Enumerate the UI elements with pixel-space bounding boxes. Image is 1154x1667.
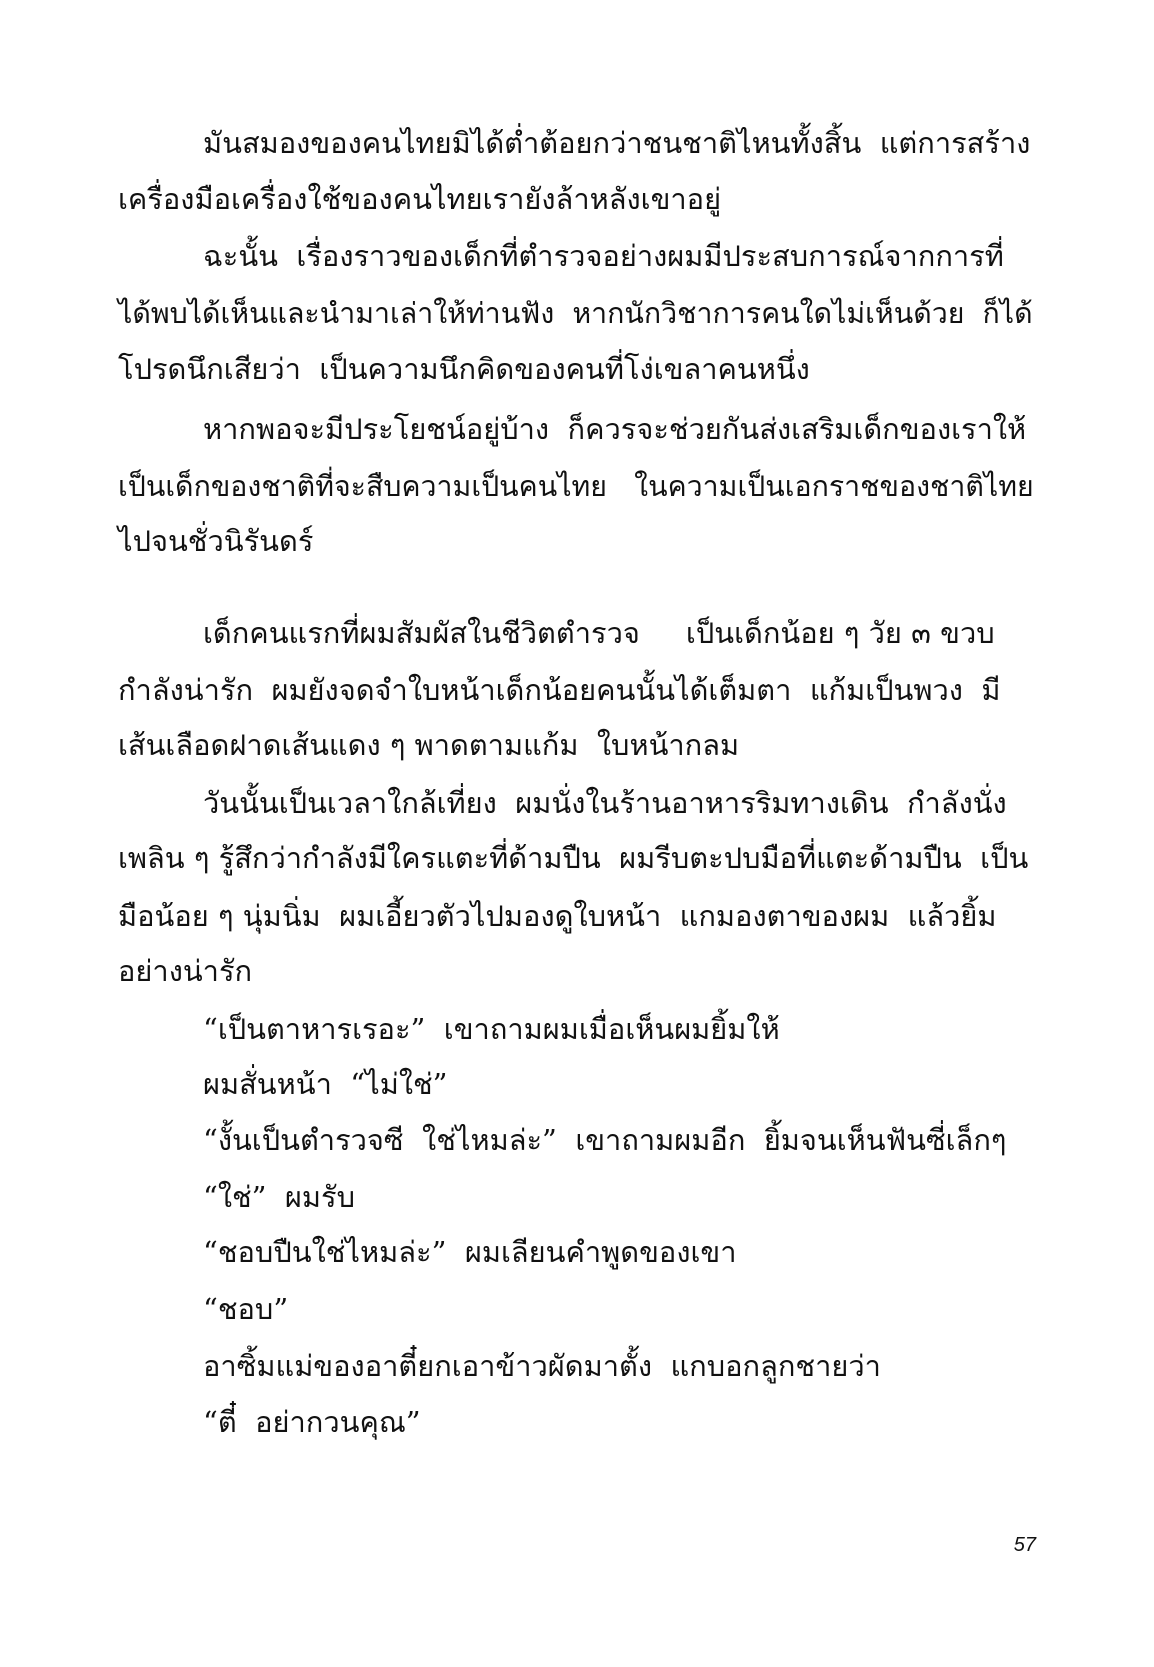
dialogue-line: “งั้นเป็นตำรวจซี ใช่ไหมล่ะ” เขาถามผมอีก ยิ้มจนเห็นฟันซี่เล็กๆ <box>203 1123 1007 1157</box>
text-line: วันนั้นเป็นเวลาใกล้เที่ยง ผมนั่งในร้านอาหารริมทางเดิน กำลังนั่ง <box>203 786 1007 820</box>
text-line: ฉะนั้น เรื่องราวของเด็กที่ตำรวจอย่างผมมีประสบการณ์จากการที่ <box>203 239 1004 273</box>
dialogue-line: ผมสั่นหน้า “ไม่ใช่” <box>203 1067 448 1101</box>
text-line: อย่างน่ารัก <box>118 954 253 988</box>
text-line: หากพอจะมีประโยชน์อยู่บ้าง ก็ควรจะช่วยกันส่งเสริมเด็กของเราให้ <box>203 412 1027 446</box>
text-line: เพลิน ๆ รู้สึกว่ากำลังมีใครแตะที่ด้ามปืน ผมรีบตะปบมือที่แตะด้ามปืน เป็น <box>118 841 1029 875</box>
text-line: อาซิ้มแม่ของอาตี๋ยกเอาข้าวผัดมาตั้ง แกบอกลูกชายว่า <box>203 1349 881 1383</box>
text-line: กำลังน่ารัก ผมยังจดจำใบหน้าเด็กน้อยคนนั้นได้เต็มตา แก้มเป็นพวง มี <box>118 673 1001 707</box>
dialogue-line: “ชอบ” <box>203 1292 289 1326</box>
text-line: ไปจนชั่วนิรันดร์ <box>118 524 314 558</box>
text-line: เครื่องมือเครื่องใช้ของคนไทยเรายังล้าหลังเขาอยู่ <box>118 182 722 216</box>
dialogue-line: “เป็นตาหารเรอะ” เขาถามผมเมื่อเห็นผมยิ้มให้ <box>203 1012 780 1046</box>
dialogue-line: “ตี๋ อย่ากวนคุณ” <box>203 1405 421 1439</box>
text-line: เป็นเด็กของชาติที่จะสืบความเป็นคนไทย ในความเป็นเอกราชของชาติไทย <box>118 470 1034 503</box>
dialogue-line: “ใช่” ผมรับ <box>203 1180 356 1214</box>
text-line: เด็กคนแรกที่ผมสัมผัสในชีวิตตำรวจ เป็นเด็กน้อย ๆ วัย ๓ ขวบ <box>203 616 995 650</box>
text-line: โปรดนึกเสียว่า เป็นความนึกคิดของคนที่โง่เขลาคนหนึ่ง <box>118 352 810 386</box>
text-line: ได้พบได้เห็นและนำมาเล่าให้ท่านฟัง หากนักวิชาการคนใดไม่เห็นด้วย ก็ได้ <box>118 297 1033 330</box>
text-line: มันสมองของคนไทยมิได้ต่ำต้อยกว่าชนชาติไหนทั้งสิ้น แต่การสร้าง <box>203 126 1031 160</box>
page-number: 57 <box>1013 1534 1036 1556</box>
text-line: มือน้อย ๆ นุ่มนิ่ม ผมเอี้ยวตัวไปมองดูใบหน้า แกมองตาของผม แล้วยิ้ม <box>118 899 997 933</box>
text-line: เส้นเลือดฝาดเส้นแดง ๆ พาดตามแก้ม ใบหน้ากลม <box>118 728 740 762</box>
dialogue-line: “ชอบปืนใช่ไหมล่ะ” ผมเลียนคำพูดของเขา <box>203 1235 737 1269</box>
